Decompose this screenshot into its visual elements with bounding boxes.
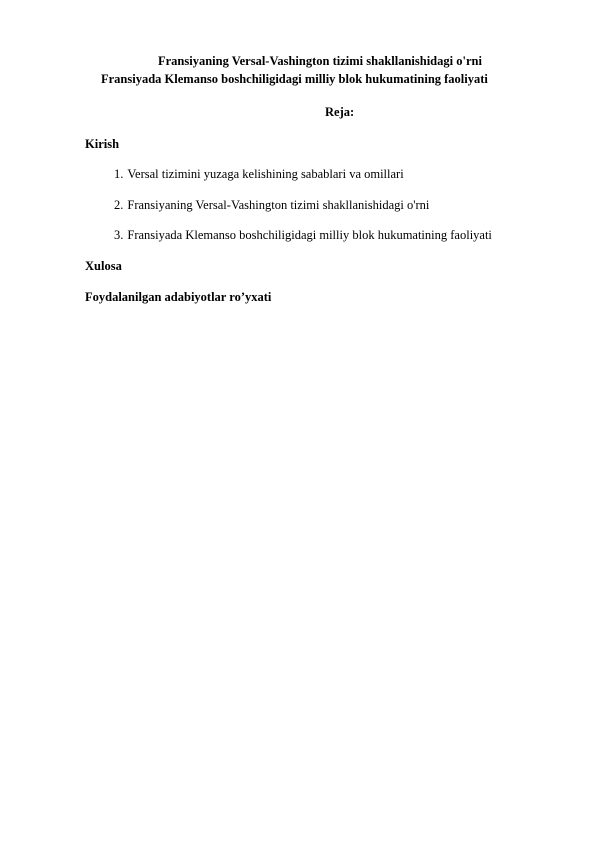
- document-title-line-1: Fransiyaning Versal-Vashington tizimi shakllanishidagi o'rni: [158, 54, 482, 68]
- plan-item-number: 2.: [114, 197, 124, 212]
- plan-item-text: Fransiyada Klemanso boshchiligidagi milliy blok hukumatining faoliyati: [127, 228, 492, 242]
- document-title-line-2: Fransiyada Klemanso boshchiligidagi milliy blok hukumatining faoliyati: [101, 72, 488, 86]
- plan-item-2: [114, 197, 492, 228]
- plan-list: [114, 166, 492, 258]
- plan-item-3: [114, 227, 492, 258]
- plan-heading: Reja:: [325, 105, 355, 119]
- plan-item-1: [114, 166, 492, 197]
- plan-item-text: Fransiyaning Versal-Vashington tizimi shakllanishidagi o'rni: [127, 197, 430, 212]
- references-heading: Foydalanilgan adabiyotlar ro’yxati: [85, 290, 272, 304]
- plan-item-text: Versal tizimini yuzaga kelishining sabablari va omillari: [127, 167, 404, 181]
- plan-item-number: 3.: [114, 228, 124, 242]
- plan-item-number: 1.: [114, 167, 124, 181]
- intro-heading: Kirish: [85, 137, 120, 151]
- conclusion-heading: Xulosa: [85, 259, 122, 273]
